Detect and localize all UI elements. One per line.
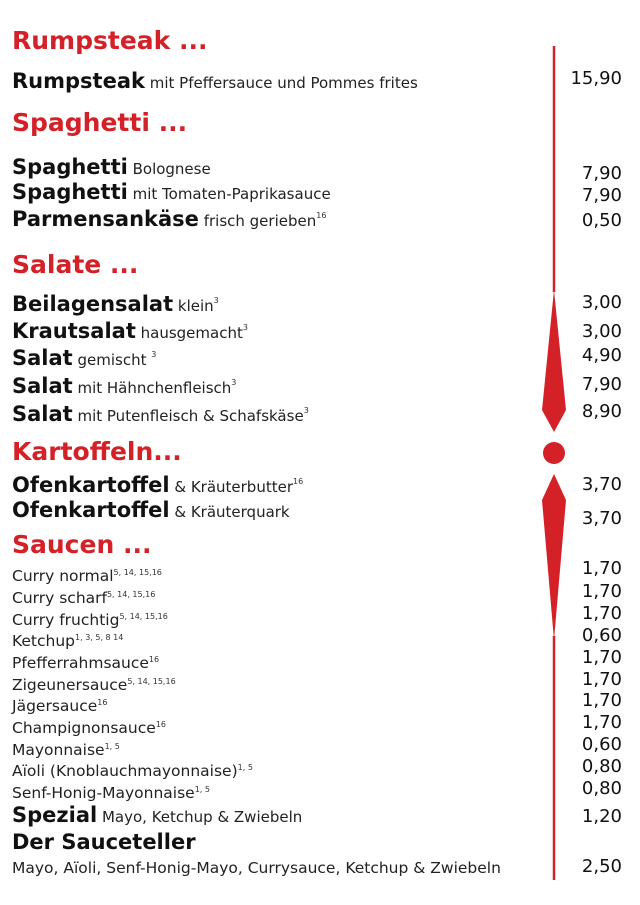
sauce-price: 0,80 bbox=[581, 778, 622, 799]
sauceteller-price: 2,50 bbox=[581, 856, 622, 877]
item-price: 3,70 bbox=[581, 474, 622, 495]
sauce-item: Champignonsauce$^{16}$ bbox=[12, 719, 167, 738]
spezial-price: 1,20 bbox=[581, 806, 622, 827]
sauce-item: Zigeunersauce$^{5, 14, 15,16}$ bbox=[12, 676, 176, 695]
item-price: 0,50 bbox=[581, 210, 622, 231]
sauce-item: Senf-Honig-Mayonnaise$^{1, 5}$ bbox=[12, 784, 210, 803]
menu-item: Beilagensalat klein$^3$ bbox=[12, 292, 219, 316]
sauce-price: 1,70 bbox=[581, 647, 622, 668]
menu-item: Salat mit Putenfleisch & Schafskäse$^3$ bbox=[12, 402, 309, 426]
sauce-price: 1,70 bbox=[581, 581, 622, 602]
item-price: 3,00 bbox=[581, 321, 622, 342]
item-price: 3,70 bbox=[581, 508, 622, 529]
sauce-item: Curry scharf$^{5, 14, 15,16}$ bbox=[12, 589, 156, 608]
item-price: 4,90 bbox=[581, 345, 622, 366]
section-heading-spaghetti: Spaghetti ... bbox=[12, 108, 188, 137]
item-price: 3,00 bbox=[581, 292, 622, 313]
sauce-item: Curry normal$^{5, 14, 15,16}$ bbox=[12, 567, 162, 586]
section-heading-kartoffeln: Kartoffeln... bbox=[12, 437, 182, 466]
section-heading-saucen: Saucen ... bbox=[12, 530, 152, 559]
spezial-item: Spezial Mayo, Ketchup & Zwiebeln bbox=[12, 803, 303, 827]
section-heading-rumpsteak: Rumpsteak ... bbox=[12, 26, 208, 55]
sauceteller-title: Der Sauceteller bbox=[12, 830, 196, 854]
sauce-item: Ketchup$^{1, 3, 5, 8 14}$ bbox=[12, 632, 124, 651]
menu-item: Ofenkartoffel & Kräuterbutter$^{16}$ bbox=[12, 473, 304, 497]
sauce-item: Aïoli (Knoblauchmayonnaise)$^{1, 5}$ bbox=[12, 762, 253, 781]
menu-item: Salat gemischt $^3$ bbox=[12, 346, 157, 370]
menu-item: Spaghetti Bolognese bbox=[12, 155, 211, 179]
sauce-item: Pfefferrahmsauce$^{16}$ bbox=[12, 654, 160, 673]
sauce-price: 1,70 bbox=[581, 712, 622, 733]
item-price: 7,90 bbox=[581, 374, 622, 395]
sauce-price: 1,70 bbox=[581, 603, 622, 624]
menu-item: Rumpsteak mit Pfeffersauce und Pommes frites bbox=[12, 69, 418, 93]
sauce-item: Jägersauce$^{16}$ bbox=[12, 697, 108, 716]
item-price: 8,90 bbox=[581, 401, 622, 422]
menu-item: Parmensankäse frisch gerieben$^{16}$ bbox=[12, 207, 327, 231]
menu-item: Krautsalat hausgemacht$^3$ bbox=[12, 319, 248, 343]
menu-item: Spaghetti mit Tomaten-Paprikasauce bbox=[12, 180, 331, 204]
item-price: 15,90 bbox=[570, 68, 622, 89]
section-heading-salate: Salate ... bbox=[12, 250, 139, 279]
sauceteller-desc: Mayo, Aïoli, Senf-Honig-Mayo, Currysauce, Ketchup & Zwiebeln bbox=[12, 859, 501, 877]
menu-item: Salat mit Hähnchenfleisch$^3$ bbox=[12, 374, 237, 398]
sauce-price: 0,60 bbox=[581, 625, 622, 646]
sauce-item: Mayonnaise$^{1, 5}$ bbox=[12, 741, 120, 760]
item-price: 7,90 bbox=[581, 163, 622, 184]
sauce-item: Curry fruchtig$^{5, 14, 15,16}$ bbox=[12, 611, 168, 630]
sauce-price: 0,60 bbox=[581, 734, 622, 755]
sauce-price: 1,70 bbox=[581, 690, 622, 711]
menu-item: Ofenkartoffel & Kräuterquark bbox=[12, 498, 290, 522]
sauce-price: 0,80 bbox=[581, 756, 622, 777]
sauce-price: 1,70 bbox=[581, 558, 622, 579]
sauce-price: 1,70 bbox=[581, 669, 622, 690]
item-price: 7,90 bbox=[581, 185, 622, 206]
